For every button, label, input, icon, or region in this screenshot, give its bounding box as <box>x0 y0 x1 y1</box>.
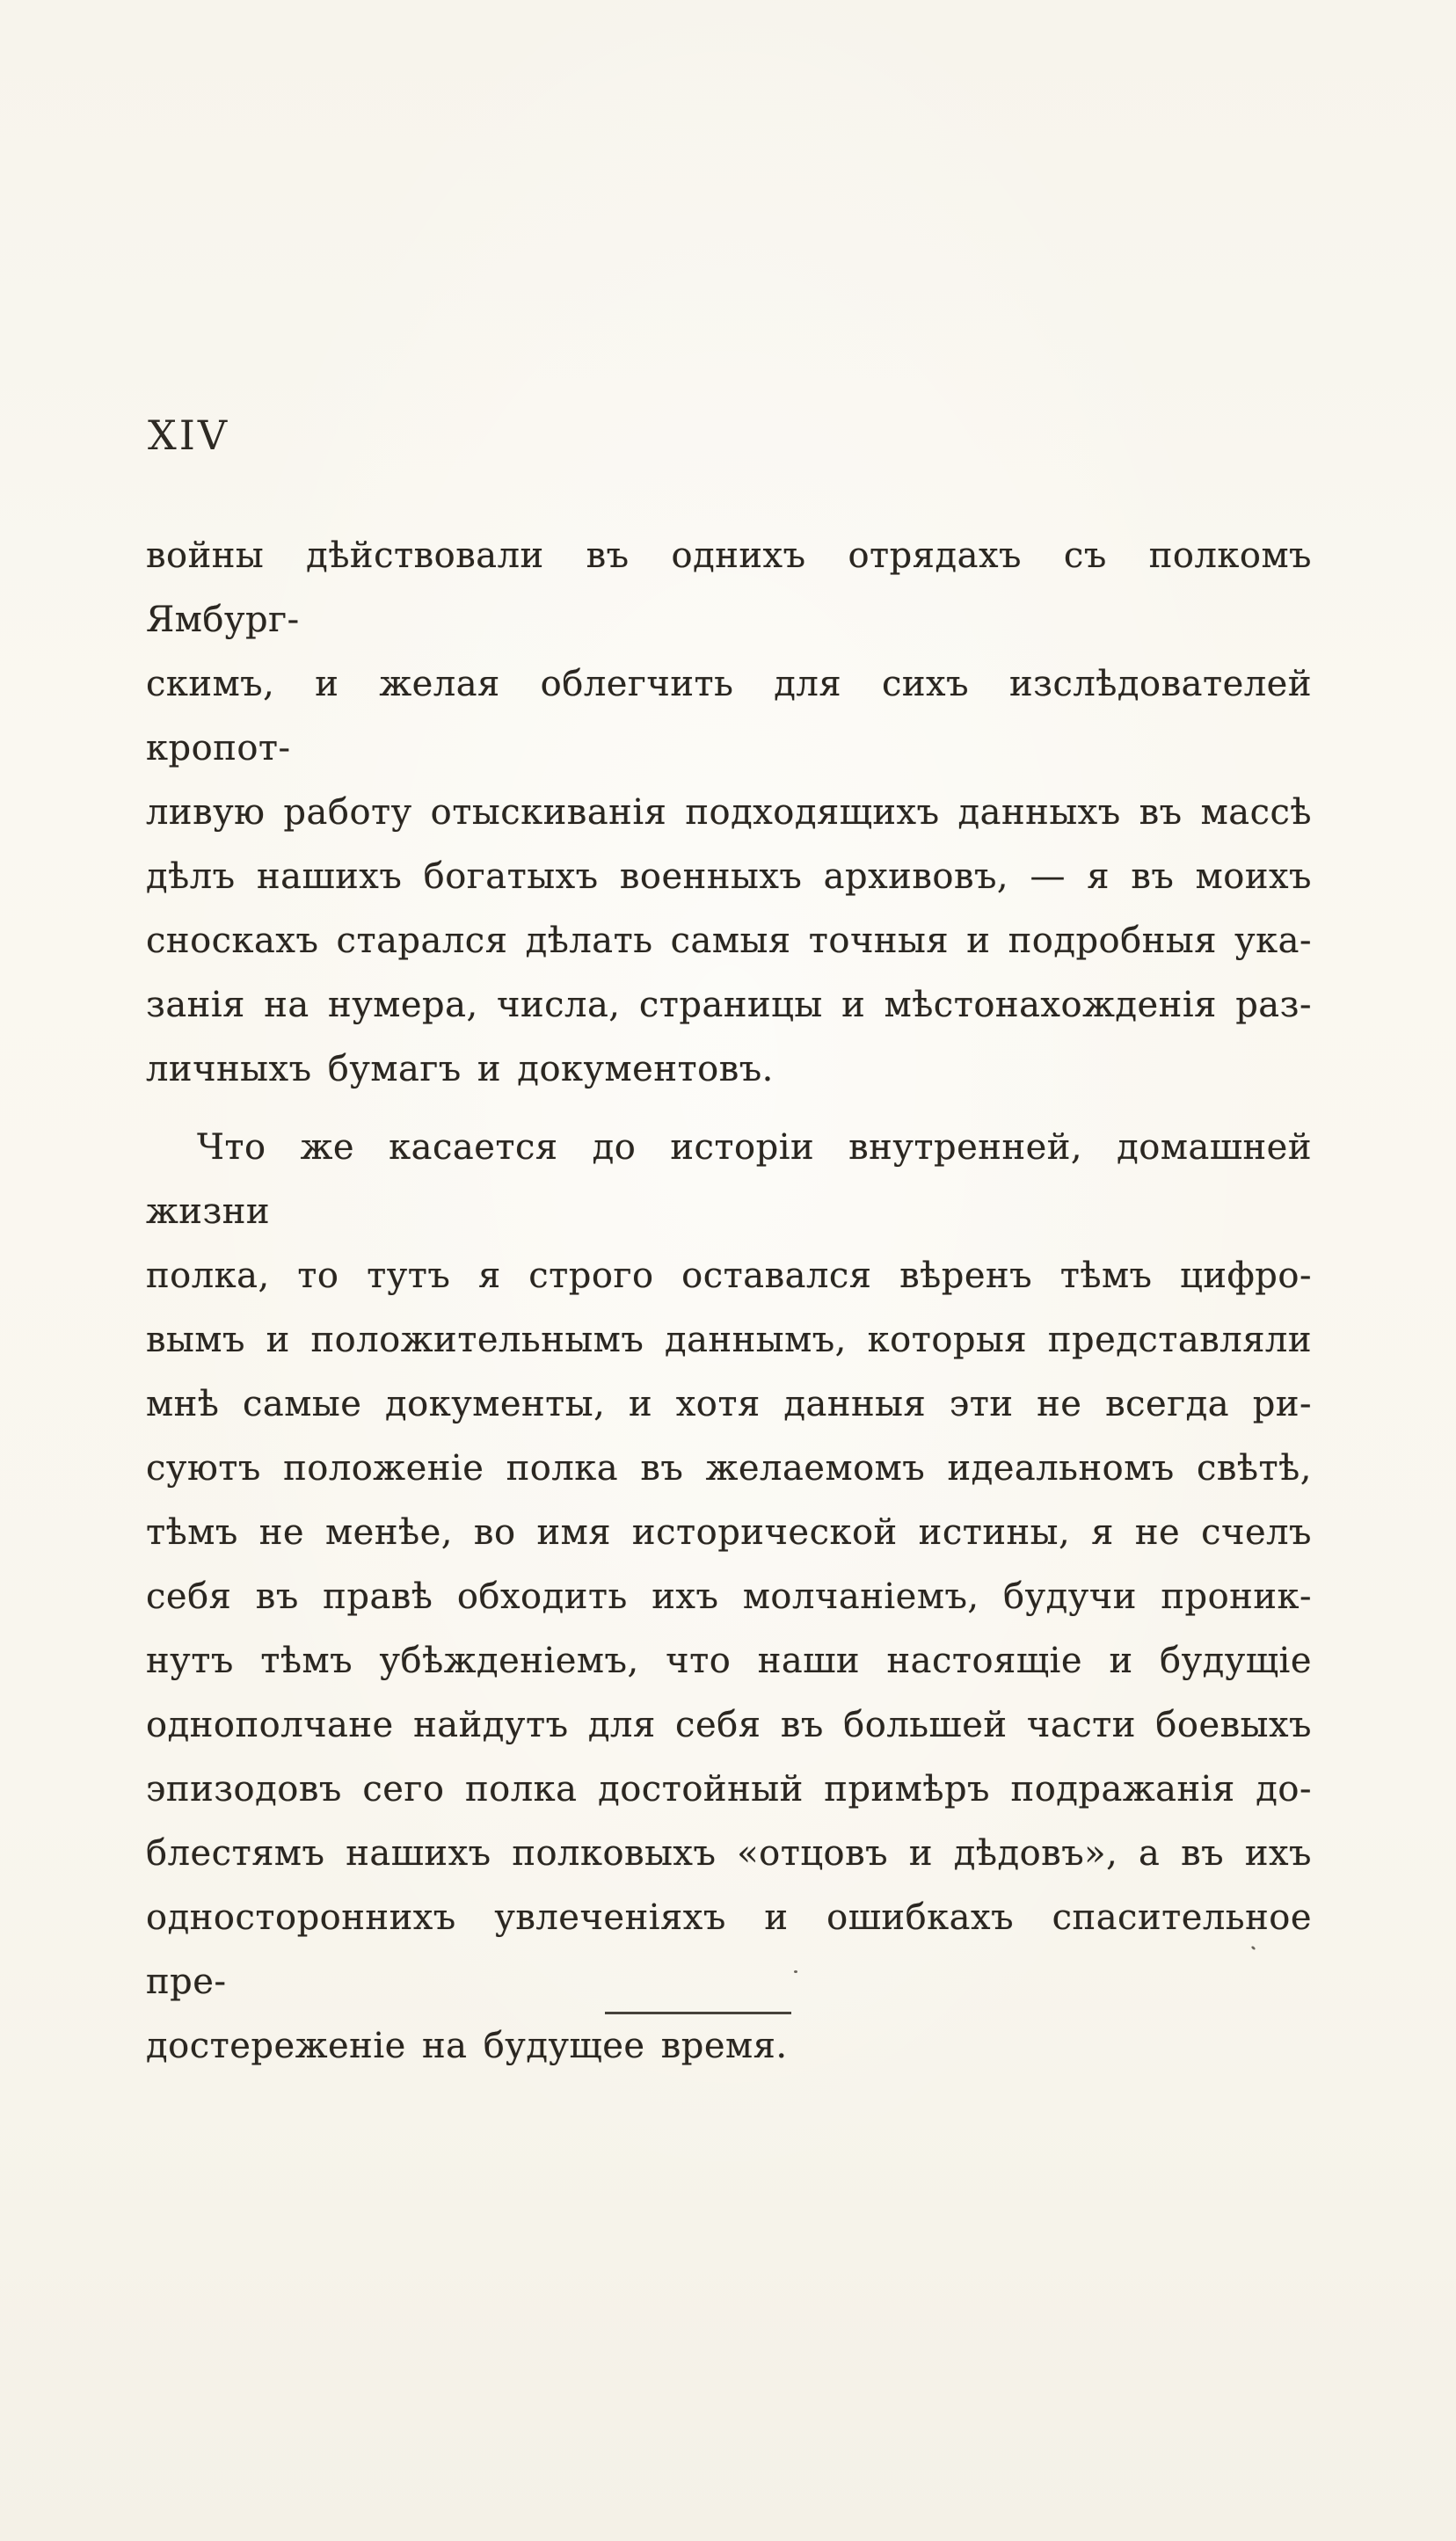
text-line: мнѣ самые документы, и хотя данныя эти не всегда ри- <box>146 1384 1312 1424</box>
page-body <box>146 524 1312 2079</box>
text-line: нутъ тѣмъ убѣжденіемъ, что наши настоящіе и будущіе <box>146 1641 1312 1681</box>
text-line: войны дѣйствовали въ однихъ отрядахъ съ полкомъ Ямбург- <box>146 535 1312 640</box>
text-line: тѣмъ не менѣе, во имя исторической истины, я не счелъ <box>146 1512 1312 1553</box>
scan-speck <box>794 1970 797 1973</box>
text-line: себя въ правѣ обходить ихъ молчаніемъ, будучи проник- <box>146 1576 1312 1617</box>
text-line: дѣлъ нашихъ богатыхъ военныхъ архивовъ, — я въ моихъ <box>146 856 1312 897</box>
text-line: личныхъ бумагъ и документовъ. <box>146 1049 774 1089</box>
page-number: XIV <box>148 411 230 459</box>
text-line: блестямъ нашихъ полковыхъ «отцовъ и дѣдовъ», а въ ихъ <box>146 1833 1312 1874</box>
section-divider <box>605 2012 791 2014</box>
text-line: полка, то тутъ я строго оставался вѣренъ тѣмъ цифро- <box>146 1256 1312 1296</box>
text-line: эпизодовъ сего полка достойный примѣръ подражанія до- <box>146 1769 1312 1809</box>
text-line: скимъ, и желая облегчить для сихъ изслѣдователей кропот- <box>146 664 1312 768</box>
text-line: достереженіе на будущее время. <box>146 2026 788 2066</box>
text-line: Что же касается до исторіи внутренней, домашней жизни <box>146 1127 1312 1232</box>
paragraph-1 <box>146 524 1312 1102</box>
paragraph-2 <box>146 1116 1312 2079</box>
text-line: однополчане найдутъ для себя въ большей части боевыхъ <box>146 1705 1312 1745</box>
text-line: ливую работу отыскиванія подходящихъ данныхъ въ массѣ <box>146 792 1312 833</box>
text-line: вымъ и положительнымъ даннымъ, которыя представляли <box>146 1320 1312 1360</box>
text-line: сноскахъ старался дѣлать самыя точныя и подробныя ука- <box>146 921 1312 961</box>
text-line: одностороннихъ увлеченіяхъ и ошибкахъ спасительное пре- <box>146 1897 1312 2002</box>
text-line: занія на нумера, числа, страницы и мѣстонахожденія раз- <box>146 985 1312 1025</box>
text-line: суютъ положеніе полка въ желаемомъ идеальномъ свѣтѣ, <box>146 1448 1312 1489</box>
